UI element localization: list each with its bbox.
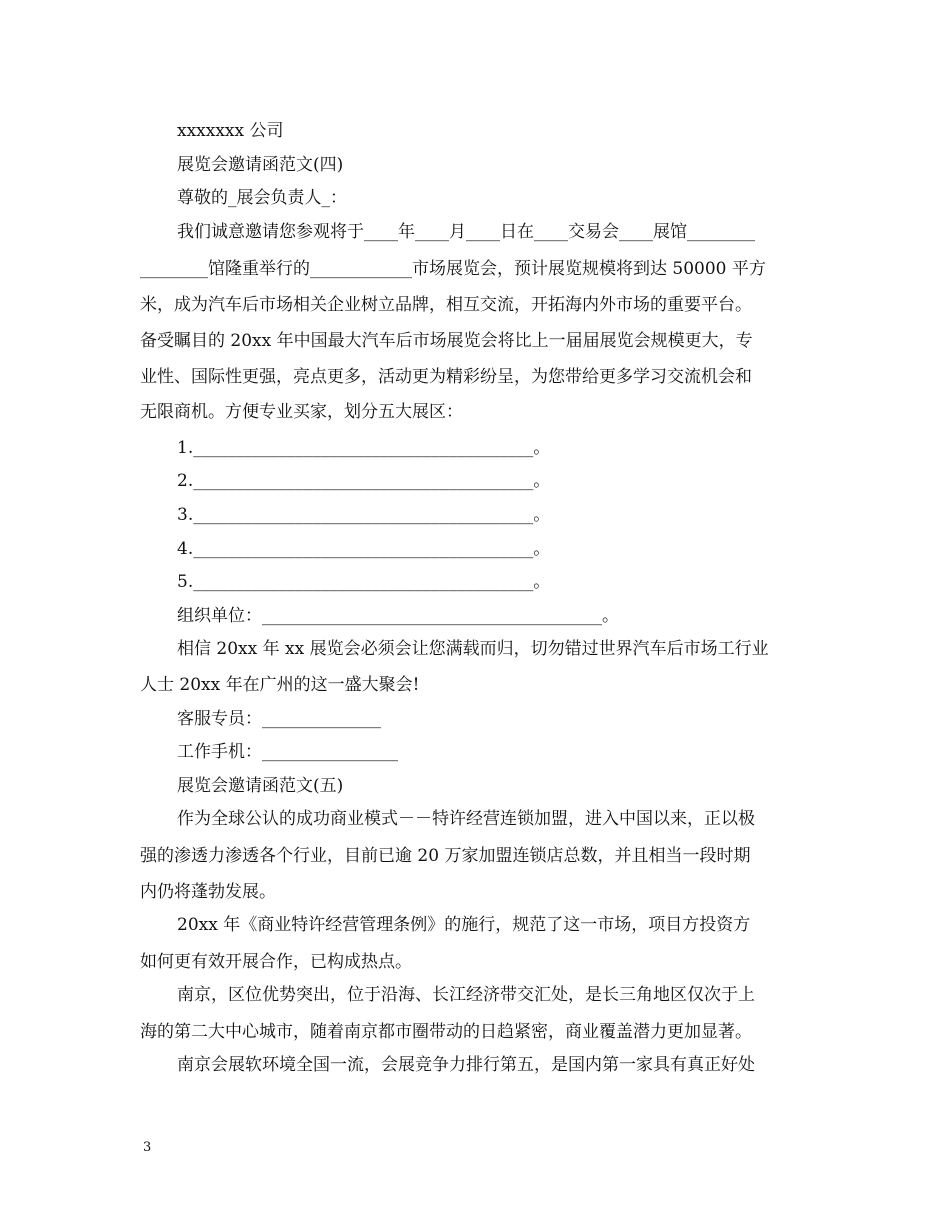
list-item: 2.________________________________________。 (177, 471, 551, 491)
paragraph-line: 内仍将蓬勃发展。 (140, 882, 276, 902)
paragraph-line: 无限商机。方便专业买家，划分五大展区： (140, 402, 463, 422)
paragraph-line: 南京会展软环境全国一流，会展竞争力排行第五，是国内第一家具有真正好处 (177, 1055, 755, 1075)
page-number: 3 (143, 1140, 152, 1155)
paragraph-line: 20xx 年《商业特许经营管理条例》的施行，规范了这一市场，项目方投资方 (177, 915, 751, 935)
list-item: 3.________________________________________。 (177, 505, 551, 525)
company-line: xxxxxxx 公司 (177, 121, 284, 141)
salutation: 尊敬的_展会负责人_： (177, 188, 347, 208)
list-item: 5.________________________________________。 (177, 572, 551, 592)
paragraph-line: 我们诚意邀请您参观将于____年____月____日在____交易会____展馆________ (177, 222, 755, 242)
list-item: 1.________________________________________。 (177, 438, 551, 458)
paragraph-line: 南京，区位优势突出，位于沿海、长江经济带交汇处，是长三角地区仅次于上 (177, 985, 755, 1005)
paragraph-line: ________馆隆重举行的____________市场展览会，预计展览规模将到达 50000 平方 (140, 259, 766, 279)
paragraph-line: 米，成为汽车后市场相关企业树立品牌，相互交流，开拓海内外市场的重要平台。 (140, 295, 752, 315)
paragraph-line: 海的第二大中心城市，随着南京都市圈带动的日趋紧密，商业覆盖潜力更加显著。 (140, 1022, 752, 1042)
organizer-line: 组织单位：________________________________________。 (177, 606, 619, 626)
section-heading-4: 展览会邀请函范文(四) (177, 155, 344, 175)
mobile-line: 工作手机：________________ (177, 742, 398, 762)
paragraph-line: 强的渗透力渗透各个行业，目前已逾 20 万家加盟连锁店总数，并且相当一段时期 (140, 846, 751, 866)
paragraph-line: 人士 20xx 年在广州的这一盛大聚会! (140, 675, 420, 695)
section-heading-5: 展览会邀请函范文(五) (177, 776, 344, 796)
paragraph-line: 备受瞩目的 20xx 年中国最大汽车后市场展览会将比上一届届展览会规模更大，专 (140, 331, 753, 351)
list-item: 4.________________________________________。 (177, 539, 551, 559)
paragraph-line: 如何更有效开展合作，已构成热点。 (140, 952, 412, 972)
paragraph-line: 相信 20xx 年 xx 展览会必须会让您满载而归，切勿错过世界汽车后市场工行业 (177, 639, 769, 659)
paragraph-line: 业性、国际性更强，亮点更多，活动更为精彩纷呈，为您带给更多学习交流机会和 (140, 367, 752, 387)
paragraph-line: 作为全球公认的成功商业模式－－特许经营连锁加盟，进入中国以来，正以极 (177, 809, 755, 829)
customer-service-line: 客服专员：______________ (177, 709, 381, 729)
